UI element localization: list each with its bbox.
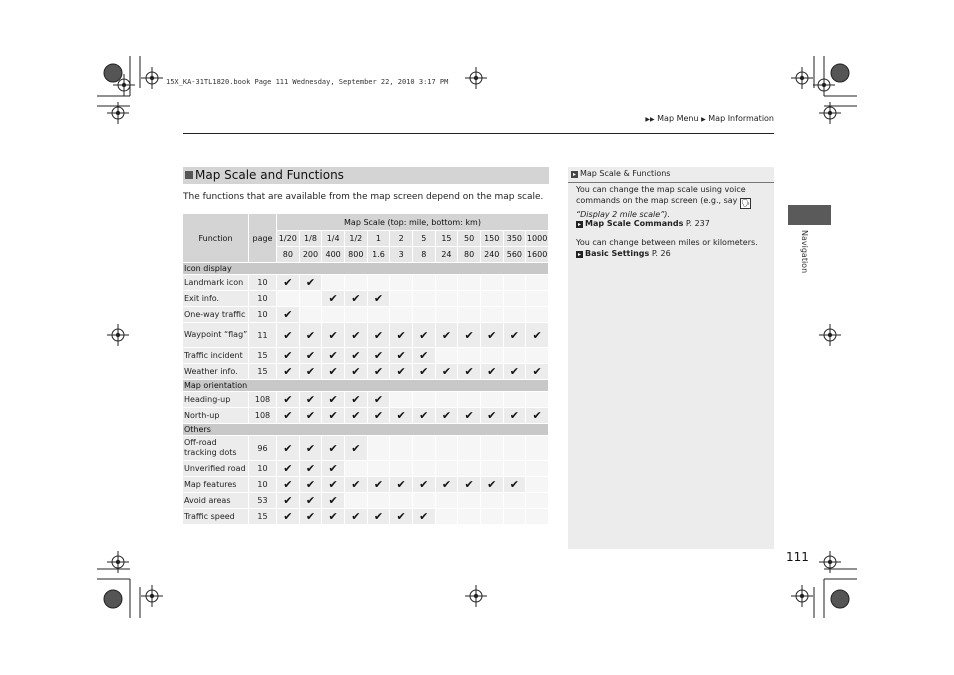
group-header-row [183, 424, 549, 435]
intro-text: The functions that are available from the map screen depend on the map scale. [183, 192, 544, 202]
check-mark-icon: ✔ [504, 323, 527, 347]
function-name: Avoid areas [183, 493, 249, 508]
empty-cell [458, 493, 481, 508]
empty-cell [481, 392, 504, 407]
empty-cell [413, 291, 436, 306]
page-number: 111 [786, 550, 809, 564]
check-mark-icon: ✔ [322, 323, 345, 347]
check-mark-icon: ✔ [413, 477, 436, 492]
check-mark-icon: ✔ [345, 477, 368, 492]
registration-target-icon [791, 67, 813, 89]
empty-cell [526, 477, 549, 492]
function-name: Weather info. [183, 364, 249, 379]
empty-cell [368, 275, 391, 290]
check-mark-icon: ✔ [481, 364, 504, 379]
empty-cell [436, 392, 459, 407]
check-mark-icon: ✔ [345, 408, 368, 423]
check-mark-icon: ✔ [345, 323, 368, 347]
empty-cell [526, 436, 549, 460]
voice-talk-icon: 🗣 [740, 199, 750, 207]
check-mark-icon: ✔ [481, 477, 504, 492]
check-mark-icon: ✔ [504, 364, 527, 379]
scale-km-1: 200 [300, 247, 323, 262]
function-name: Exit info. [183, 291, 249, 306]
check-mark-icon: ✔ [413, 408, 436, 423]
table-row [183, 291, 549, 306]
empty-cell [481, 275, 504, 290]
empty-cell [345, 275, 368, 290]
empty-cell [345, 307, 368, 322]
function-name: Heading-up [183, 392, 249, 407]
empty-cell [390, 275, 413, 290]
check-mark-icon: ✔ [390, 408, 413, 423]
chapter-tab [788, 205, 831, 225]
check-mark-icon: ✔ [526, 323, 549, 347]
check-mark-icon: ✔ [300, 477, 323, 492]
ref-page: P. 237 [685, 219, 710, 228]
chapter-tab-label: Navigation [800, 230, 809, 274]
empty-cell [458, 291, 481, 306]
registration-target-icon [141, 67, 163, 89]
check-mark-icon: ✔ [322, 477, 345, 492]
check-mark-icon: ✔ [458, 364, 481, 379]
check-mark-icon: ✔ [526, 408, 549, 423]
check-mark-icon: ✔ [277, 364, 300, 379]
check-mark-icon: ✔ [345, 291, 368, 306]
check-mark-icon: ✔ [322, 436, 345, 460]
section-title: Map Scale and Functions [195, 168, 344, 182]
header-page: page [249, 214, 277, 262]
print-info-line: 15X_KA-31TL1820.book Page 111 Wednesday, September 22, 2010 3:17 PM [166, 78, 449, 86]
group-title: Map orientation [183, 380, 549, 391]
ref-title[interactable]: Map Scale Commands [585, 219, 684, 228]
empty-cell [481, 307, 504, 322]
function-name: Traffic incident [183, 348, 249, 363]
function-page: 11 [249, 323, 277, 347]
check-mark-icon: ✔ [368, 291, 391, 306]
check-mark-icon: ✔ [368, 364, 391, 379]
scale-km-5: 3 [390, 247, 413, 262]
table-row [183, 392, 549, 407]
check-mark-icon: ✔ [322, 364, 345, 379]
sidebar-note [568, 167, 774, 549]
empty-cell [504, 291, 527, 306]
ref-page: P. 26 [651, 249, 671, 258]
empty-cell [458, 436, 481, 460]
scale-km-3: 800 [345, 247, 368, 262]
group-title: Icon display [183, 263, 549, 274]
scale-mile-7: 15 [436, 231, 459, 246]
registration-target-icon [465, 67, 487, 89]
function-name: Off-road tracking dots [183, 436, 249, 460]
empty-cell [368, 493, 391, 508]
function-page: 96 [249, 436, 277, 460]
scale-mile-5: 2 [390, 231, 413, 246]
empty-cell [413, 392, 436, 407]
empty-cell [390, 436, 413, 460]
breadcrumb-separator-icon: ▶ [701, 116, 706, 123]
empty-cell [322, 307, 345, 322]
check-mark-icon: ✔ [390, 323, 413, 347]
scale-mile-2: 1/4 [322, 231, 345, 246]
empty-cell [504, 436, 527, 460]
function-page: 108 [249, 392, 277, 407]
registration-target-icon [141, 585, 163, 607]
check-mark-icon: ✔ [322, 348, 345, 363]
empty-cell [300, 291, 323, 306]
check-mark-icon: ✔ [277, 323, 300, 347]
check-mark-icon: ✔ [277, 275, 300, 290]
scale-mile-10: 350 [504, 231, 527, 246]
color-bar-dot-icon [831, 590, 849, 608]
empty-cell [481, 509, 504, 524]
check-mark-icon: ✔ [504, 477, 527, 492]
check-mark-icon: ✔ [481, 323, 504, 347]
table-row [183, 275, 549, 290]
scale-km-8: 80 [458, 247, 481, 262]
empty-cell [458, 348, 481, 363]
check-mark-icon: ✔ [300, 509, 323, 524]
functions-table [183, 213, 549, 525]
function-page: 15 [249, 364, 277, 379]
registration-target-icon [819, 551, 841, 573]
breadcrumb-menu[interactable]: Map Menu [657, 114, 699, 123]
scale-mile-6: 5 [413, 231, 436, 246]
check-mark-icon: ✔ [368, 348, 391, 363]
sidebar-paragraph-units: You can change between miles or kilometers. [576, 238, 758, 247]
check-mark-icon: ✔ [345, 364, 368, 379]
empty-cell [481, 436, 504, 460]
sidebar-header [568, 167, 774, 183]
check-mark-icon: ✔ [300, 364, 323, 379]
function-page: 10 [249, 307, 277, 322]
check-mark-icon: ✔ [322, 392, 345, 407]
table-row [183, 364, 549, 379]
empty-cell [436, 275, 459, 290]
registration-target-icon [107, 551, 129, 573]
check-mark-icon: ✔ [300, 408, 323, 423]
empty-cell [436, 509, 459, 524]
check-mark-icon: ✔ [277, 307, 300, 322]
group-title: Others [183, 424, 549, 435]
function-name: One-way traffic [183, 307, 249, 322]
scale-km-11: 1600 [526, 247, 549, 262]
check-mark-icon: ✔ [436, 364, 459, 379]
scale-mile-11: 1000 [526, 231, 549, 246]
registration-target-icon [819, 324, 841, 346]
sidebar-text-line [576, 195, 766, 209]
empty-cell [504, 461, 527, 476]
empty-cell [458, 275, 481, 290]
empty-cell [277, 291, 300, 306]
registration-target-icon [819, 102, 841, 124]
empty-cell [300, 307, 323, 322]
check-mark-icon: ✔ [300, 348, 323, 363]
empty-cell [504, 493, 527, 508]
empty-cell [526, 493, 549, 508]
empty-cell [436, 436, 459, 460]
table-row [183, 348, 549, 363]
breadcrumb [645, 114, 774, 123]
empty-cell [481, 493, 504, 508]
empty-cell [413, 275, 436, 290]
check-mark-icon: ✔ [277, 348, 300, 363]
check-mark-icon: ✔ [322, 291, 345, 306]
sidebar-text-span: commands on the map screen (e.g., say [576, 196, 738, 205]
check-mark-icon: ✔ [345, 436, 368, 460]
reference-arrow-icon: ▸ [577, 221, 581, 228]
function-name: Unverified road [183, 461, 249, 476]
check-mark-icon: ✔ [277, 493, 300, 508]
sidebar-text-line: “Display 2 mile scale”). [576, 210, 670, 219]
check-mark-icon: ✔ [368, 408, 391, 423]
check-mark-icon: ✔ [300, 275, 323, 290]
empty-cell [526, 509, 549, 524]
empty-cell [436, 307, 459, 322]
function-page: 53 [249, 493, 277, 508]
function-name: Traffic speed [183, 509, 249, 524]
color-bar-dot-icon [831, 64, 849, 82]
empty-cell [526, 291, 549, 306]
empty-cell [458, 307, 481, 322]
empty-cell [368, 461, 391, 476]
check-mark-icon: ✔ [436, 408, 459, 423]
color-bar-dot-icon [104, 64, 122, 82]
check-mark-icon: ✔ [526, 364, 549, 379]
empty-cell [504, 275, 527, 290]
empty-cell [390, 307, 413, 322]
check-mark-icon: ✔ [345, 509, 368, 524]
sidebar-text-line: You can change the map scale using voice [576, 185, 746, 194]
check-mark-icon: ✔ [322, 509, 345, 524]
check-mark-icon: ✔ [277, 436, 300, 460]
function-name: Landmark icon [183, 275, 249, 290]
check-mark-icon: ✔ [368, 509, 391, 524]
breadcrumb-arrows-icon: ▶▶ [645, 116, 655, 123]
table-row [183, 493, 549, 508]
sidebar-paragraph-voice [576, 184, 766, 220]
table-row [183, 461, 549, 476]
empty-cell [526, 275, 549, 290]
function-page: 15 [249, 348, 277, 363]
square-bullet-icon [185, 171, 193, 179]
empty-cell [413, 461, 436, 476]
function-page: 15 [249, 509, 277, 524]
header-map-scale: Map Scale (top: mile, bottom: km) [277, 214, 549, 230]
empty-cell [390, 493, 413, 508]
check-mark-icon: ✔ [300, 461, 323, 476]
function-name: Map features [183, 477, 249, 492]
check-mark-icon: ✔ [413, 509, 436, 524]
function-page: 10 [249, 461, 277, 476]
check-mark-icon: ✔ [300, 436, 323, 460]
check-mark-icon: ✔ [345, 392, 368, 407]
scale-km-7: 24 [436, 247, 459, 262]
empty-cell [345, 493, 368, 508]
function-page: 10 [249, 275, 277, 290]
check-mark-icon: ✔ [390, 509, 413, 524]
empty-cell [458, 461, 481, 476]
table-row [183, 323, 549, 347]
check-mark-icon: ✔ [413, 323, 436, 347]
empty-cell [526, 307, 549, 322]
function-page: 10 [249, 291, 277, 306]
empty-cell [504, 348, 527, 363]
sidebar-ref-basic-settings[interactable] [576, 249, 671, 258]
table-row [183, 408, 549, 423]
scale-mile-4: 1 [368, 231, 391, 246]
check-mark-icon: ✔ [458, 408, 481, 423]
sidebar-title: Map Scale & Functions [580, 169, 671, 178]
empty-cell [481, 461, 504, 476]
check-mark-icon: ✔ [413, 348, 436, 363]
function-page: 108 [249, 408, 277, 423]
empty-cell [504, 392, 527, 407]
check-mark-icon: ✔ [300, 392, 323, 407]
empty-cell [526, 461, 549, 476]
empty-cell [368, 436, 391, 460]
table-row [183, 509, 549, 524]
scale-mile-3: 1/2 [345, 231, 368, 246]
empty-cell [413, 493, 436, 508]
scale-km-6: 8 [413, 247, 436, 262]
table-row [183, 436, 549, 460]
scale-km-2: 400 [322, 247, 345, 262]
check-mark-icon: ✔ [322, 408, 345, 423]
scale-km-4: 1.6 [368, 247, 391, 262]
empty-cell [368, 307, 391, 322]
registration-target-icon [465, 585, 487, 607]
check-mark-icon: ✔ [368, 323, 391, 347]
table-row [183, 307, 549, 322]
check-mark-icon: ✔ [458, 477, 481, 492]
scale-mile-0: 1/20 [277, 231, 300, 246]
check-mark-icon: ✔ [322, 461, 345, 476]
check-mark-icon: ✔ [504, 408, 527, 423]
scale-km-9: 240 [481, 247, 504, 262]
registration-target-icon [107, 102, 129, 124]
empty-cell [458, 392, 481, 407]
scale-mile-9: 150 [481, 231, 504, 246]
check-mark-icon: ✔ [300, 493, 323, 508]
empty-cell [322, 275, 345, 290]
scale-mile-1: 1/8 [300, 231, 323, 246]
check-mark-icon: ✔ [300, 323, 323, 347]
check-mark-icon: ✔ [277, 408, 300, 423]
check-mark-icon: ✔ [390, 477, 413, 492]
color-bar-dot-icon [104, 590, 122, 608]
empty-cell [526, 348, 549, 363]
scale-km-10: 560 [504, 247, 527, 262]
empty-cell [390, 291, 413, 306]
header-rule [183, 133, 774, 134]
check-mark-icon: ✔ [368, 392, 391, 407]
check-mark-icon: ✔ [436, 477, 459, 492]
ref-title[interactable]: Basic Settings [585, 249, 650, 258]
function-name: North-up [183, 408, 249, 423]
group-header-row [183, 380, 549, 391]
empty-cell [436, 493, 459, 508]
check-mark-icon: ✔ [277, 477, 300, 492]
check-mark-icon: ✔ [277, 392, 300, 407]
empty-cell [436, 461, 459, 476]
check-mark-icon: ✔ [277, 509, 300, 524]
empty-cell [413, 436, 436, 460]
function-page: 10 [249, 477, 277, 492]
empty-cell [390, 392, 413, 407]
check-mark-icon: ✔ [322, 493, 345, 508]
breadcrumb-page: Map Information [708, 114, 774, 123]
empty-cell [390, 461, 413, 476]
check-mark-icon: ✔ [436, 323, 459, 347]
empty-cell [481, 291, 504, 306]
scale-km-0: 80 [277, 247, 300, 262]
check-mark-icon: ✔ [458, 323, 481, 347]
check-mark-icon: ✔ [277, 461, 300, 476]
registration-target-icon [107, 324, 129, 346]
empty-cell [526, 392, 549, 407]
empty-cell [345, 461, 368, 476]
check-mark-icon: ✔ [413, 364, 436, 379]
scale-mile-8: 50 [458, 231, 481, 246]
empty-cell [458, 509, 481, 524]
empty-cell [436, 291, 459, 306]
empty-cell [481, 348, 504, 363]
function-name: Waypoint “flag” [183, 323, 249, 347]
empty-cell [413, 307, 436, 322]
group-header-row [183, 263, 549, 274]
section-heading [183, 167, 549, 184]
check-mark-icon: ✔ [345, 348, 368, 363]
note-icon: ▸ [572, 171, 576, 178]
table-row [183, 477, 549, 492]
check-mark-icon: ✔ [390, 364, 413, 379]
check-mark-icon: ✔ [481, 408, 504, 423]
header-function: Function [183, 214, 249, 262]
registration-target-icon [791, 585, 813, 607]
empty-cell [504, 509, 527, 524]
reference-arrow-icon: ▸ [577, 251, 581, 258]
check-mark-icon: ✔ [368, 477, 391, 492]
empty-cell [504, 307, 527, 322]
check-mark-icon: ✔ [390, 348, 413, 363]
sidebar-ref-scale-commands[interactable] [576, 219, 710, 228]
empty-cell [436, 348, 459, 363]
